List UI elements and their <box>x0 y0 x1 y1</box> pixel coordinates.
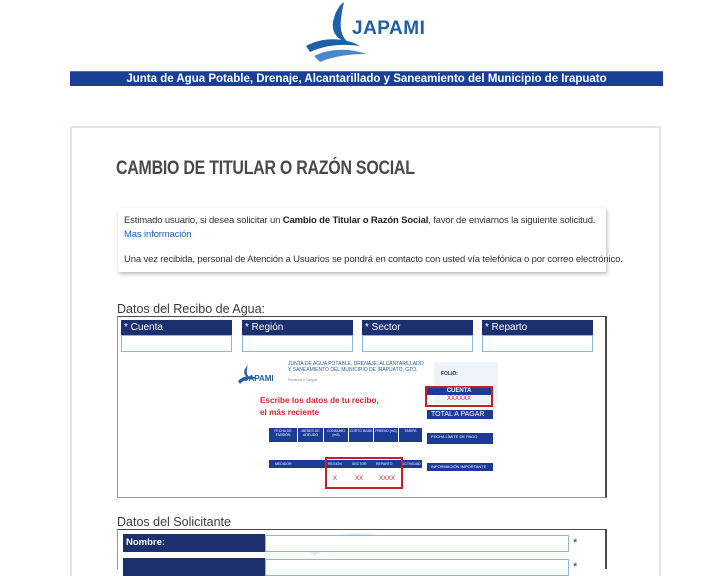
banner-text: Junta de Agua Potable, Drenaje, Alcantarillado y Saneamiento del Municipio de Irapuato <box>126 73 607 85</box>
cuenta-label: * Cuenta <box>121 320 232 335</box>
notice-line-3: Una vez recibida, personal de Atención a Usuarios se pondrá en contacto con usted vía telefónica o por correo electrónico. <box>124 254 623 265</box>
nombre-row <box>123 534 578 552</box>
sector-field <box>362 320 473 352</box>
receipt-region-highlight <box>325 457 403 489</box>
cuenta-field <box>121 320 232 352</box>
required-marker: * <box>573 561 578 573</box>
receipt-heading: JUNTA DE AGUA POTABLE, DRENAJE, ALCANTARILLADO Y SANEAMIENTO DEL MUNICIPIO DE IRAPUATO, GTO. <box>288 361 424 373</box>
receipt-info-bar: INFORMACIÓN IMPORTANTE <box>427 463 493 471</box>
cuenta-input[interactable] <box>121 335 232 352</box>
applicant-row-2 <box>123 558 578 576</box>
receipt-section-title: Datos del Recibo de Agua: <box>117 302 266 316</box>
receipt-row-2: MEDIDOR REGIÓN SECTOR REPARTO ACTIVIDAD <box>269 460 422 468</box>
reparto-input[interactable] <box>482 335 593 352</box>
more-info-link[interactable]: Mas información <box>124 229 192 240</box>
logo-text: JAPAMI <box>352 18 426 39</box>
form-card <box>70 126 661 576</box>
notice-box <box>118 208 623 272</box>
nombre-label: Nombre: <box>123 534 265 552</box>
receipt-brand: JAPAMI <box>244 374 274 383</box>
receipt-cuenta-highlight: CUENTA XXXXXX <box>425 386 493 407</box>
region-field <box>242 320 353 352</box>
applicant-row-2-input[interactable] <box>265 559 569 576</box>
applicant-row-2-label <box>123 558 265 576</box>
receipt-table: FECHA DE EMISIÓN MESES DE ADEUDO CONSUMO (m3) CORTO BASE PREDIO (m3) TARIFA MEDIDOR REGIÓN SECTOR REPARTO ACTIVIDAD X XX XXXX <box>269 428 422 490</box>
receipt-folio-box: FOLIO: <box>434 362 498 404</box>
receipt-total-bar: TOTAL A PAGAR <box>427 410 493 419</box>
header-banner <box>70 71 663 86</box>
japami-logo <box>300 0 440 66</box>
page-title: CAMBIO DE TITULAR O RAZÓN SOCIAL <box>116 158 415 179</box>
sector-label: * Sector <box>362 320 473 335</box>
reparto-label: * Reparto <box>482 320 593 335</box>
required-marker: * <box>573 537 578 549</box>
receipt-instruction: Escribe los datos de tu recibo, el más reciente <box>260 396 379 417</box>
sector-input[interactable] <box>362 335 473 352</box>
nombre-input[interactable] <box>265 535 569 552</box>
notice-line-1: Estimado usuario, si desea solicitar un Cambio de Titular o Razón Social, favor de enviarnos la siguiente solicitud. <box>124 215 596 226</box>
receipt-fecha-bar: FECHA LÍMITE DE PAGO <box>427 433 493 444</box>
notice-emphasis: Cambio de Titular o Razón Social <box>282 215 429 226</box>
reparto-field <box>482 320 593 352</box>
applicant-section-title: Datos del Solicitante <box>117 515 231 529</box>
region-input[interactable] <box>242 335 353 352</box>
receipt-subfooter: Repartos y Cargos <box>288 378 318 382</box>
region-label: * Región <box>242 320 353 335</box>
receipt-example-image <box>234 358 498 494</box>
